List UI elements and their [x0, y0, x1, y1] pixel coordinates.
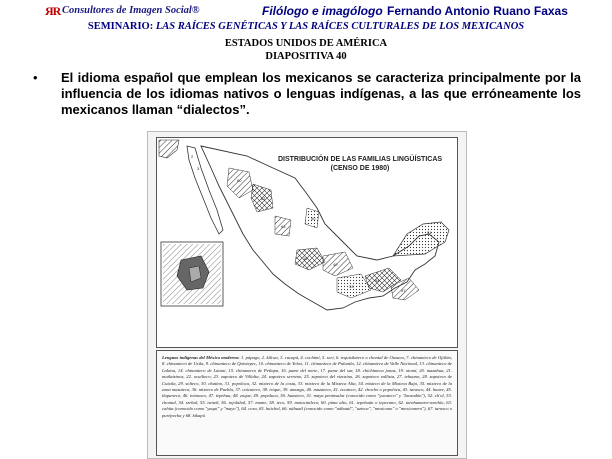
slide-number: DIAPOSITIVA 40 — [265, 51, 347, 62]
svg-text:3: 3 — [197, 166, 200, 171]
seminar-prefix: SEMINARIO: — [87, 21, 154, 32]
map-legend — [156, 350, 458, 456]
svg-text:2: 2 — [191, 154, 194, 159]
seminar-title — [0, 21, 612, 32]
header — [0, 4, 612, 20]
svg-text:57: 57 — [401, 288, 406, 293]
brand-name: Consultores de Imagen Social® — [62, 5, 200, 16]
svg-text:60: 60 — [237, 178, 242, 183]
author-name: Fernando Antonio Ruano Faxas — [387, 4, 568, 18]
svg-text:19: 19 — [303, 256, 308, 261]
legend-body: 1. pápago, 2. kiliwa, 3. cucapá, 4. cochimí, 5. seri, 6. tequistlateco o chontal de Oaxaca, 7. chinanteco de Ojitlán, 8. chinanteco de Usila, 9. chinanteco de Quiotepec, 10. chinanteco de Yolox, 11. chinanteco de Palantla, 12. chinanteco de Valle Nacional, 13. chinanteco de Lalana, 14. chinanteco de Latani, 15. chinanteco de Petlapa, 16. pame del norte, 17. pame del sur, 18. chichimeca jonaz, 19. otomí, 20. mazahua, 21. matlatzinca, 22. ocuilteco, 23. zapoteco de Villalta, 24. zapoteco serrano, 25. zapoteco del vizcaíno, 26. zapoteco vallista, 27. tehuano, 28. zapoteco de Cuixtla, 29. solteco, 30. chatino, 31. popoloca, 32. mixteco de la costa, 33. mixteco de la Mixteca Alta, 34. mixteco de la Mixteca Baja, 35. mixteco de la zona mazateca, 36. mixteco de Puebla, 37. cuicateco, 38. trique, 39. amuzgo, 40. mazateco, 41. ixcateco, 42. chocho o popoloca, 43. tarasco, 44. huave, 45. tlapaneco, 46. totonaco, 47. tepehua, 48. zoque, 49. popoluca, 50. huasteco, 51. maya peninsular (conocido como "yucateco" y "lacandón"), 52. ch'ol, 53. chontal, 54. tzeltal, 55. tzotzil, 56. tojolabal, 57. mame, 58. teco, 59. motocintleco, 60. pima alto, 61. tepehuán o tepecano, 62. tarahumara-varohío, 63. cahita (conocido como "yaqui" y "mayo"), 64. cora, 65. huichol, 66. náhuatl (conocido como "náhuatl", "azteca", "mexicano" o "mexicanero"), 67. tarasco o purépecha y 68. kikapú — [162, 355, 452, 418]
legend-lead: Lenguas indígenas del México moderno: — [162, 355, 240, 360]
country-heading: ESTADOS UNIDOS DE AMÉRICA — [224, 38, 388, 49]
map-title — [265, 155, 455, 173]
brand-logo: ЯR — [45, 4, 61, 18]
seminar-name: LAS RAÍCES GENÉTICAS Y LAS RAÍCES CULTURALES DE LOS MEXICANOS — [155, 21, 525, 32]
bullet-icon: • — [33, 70, 38, 85]
svg-text:51: 51 — [427, 230, 432, 235]
svg-text:50: 50 — [311, 216, 316, 221]
language-map-figure — [147, 131, 467, 459]
map-title-main: DISTRIBUCIÓN DE LAS FAMILIAS LINGÜÍSTICAS — [277, 156, 443, 163]
map-frame — [156, 137, 458, 348]
legend-text — [162, 355, 452, 419]
svg-text:63: 63 — [281, 224, 286, 229]
svg-text:62: 62 — [261, 196, 266, 201]
author-role: Filólogo e imagólogo — [262, 4, 383, 18]
svg-text:40: 40 — [333, 262, 338, 267]
svg-text:54: 54 — [375, 278, 380, 283]
svg-text:33: 33 — [349, 284, 354, 289]
map-title-sub: (CENSO DE 1980) — [330, 165, 390, 172]
bullet-text: El idioma español que emplean los mexicanos se caracteriza principalmente por la influencia de los idiomas nativos o lenguas indígenas, a las que erróneamente los mexicanos llaman “dialectos”. — [61, 70, 581, 117]
